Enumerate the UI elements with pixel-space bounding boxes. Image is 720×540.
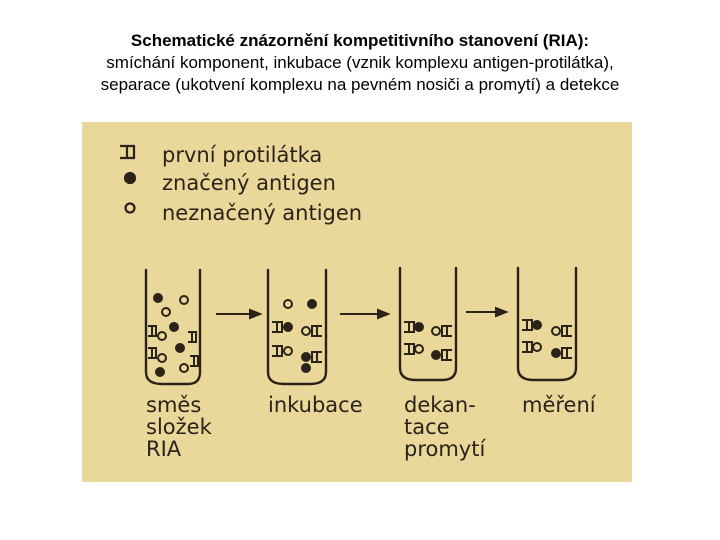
labeled-antigen	[176, 344, 184, 352]
step-1-line-2: složek	[146, 415, 212, 439]
filled-circle-icon	[125, 173, 135, 183]
labeled-antigen	[415, 323, 423, 331]
labeled-antigen	[552, 349, 560, 357]
step-3-line-1: dekan-	[404, 393, 476, 417]
labeled-antigen	[432, 351, 440, 359]
ria-scheme-figure	[82, 122, 632, 482]
step-1-line-3: RIA	[146, 437, 182, 461]
title-block	[0, 30, 720, 96]
step-3-line-2: tace	[404, 415, 450, 439]
legend-label-labeled-antigen: značený antigen	[162, 171, 336, 195]
labeled-antigen	[154, 294, 162, 302]
labeled-antigen	[302, 364, 310, 372]
labeled-antigen	[302, 353, 310, 361]
labeled-antigen	[156, 368, 164, 376]
labeled-antigen	[284, 323, 292, 331]
labeled-antigen	[533, 321, 541, 329]
title-line-3: separace (ukotvení komplexu na pevném nosiči a promytí) a detekce	[100, 75, 620, 94]
title-line-1: Schematické znázornění kompetitivního stanovení (RIA):	[130, 31, 590, 50]
legend-label-antibody: první protilátka	[162, 143, 323, 167]
labeled-antigen	[170, 323, 178, 331]
title-line-2: smíchání komponent, inkubace (vznik komplexu antigen-protilátka),	[106, 53, 614, 72]
step-2-label: inkubace	[268, 393, 363, 417]
step-1-line-1: směs	[146, 393, 202, 417]
step-3-line-3: promytí	[404, 437, 486, 461]
legend-label-unlabeled-antigen: neznačený antigen	[162, 201, 363, 225]
ria-scheme-svg	[82, 122, 632, 482]
step-4-label: měření	[522, 393, 596, 417]
labeled-antigen	[308, 300, 316, 308]
